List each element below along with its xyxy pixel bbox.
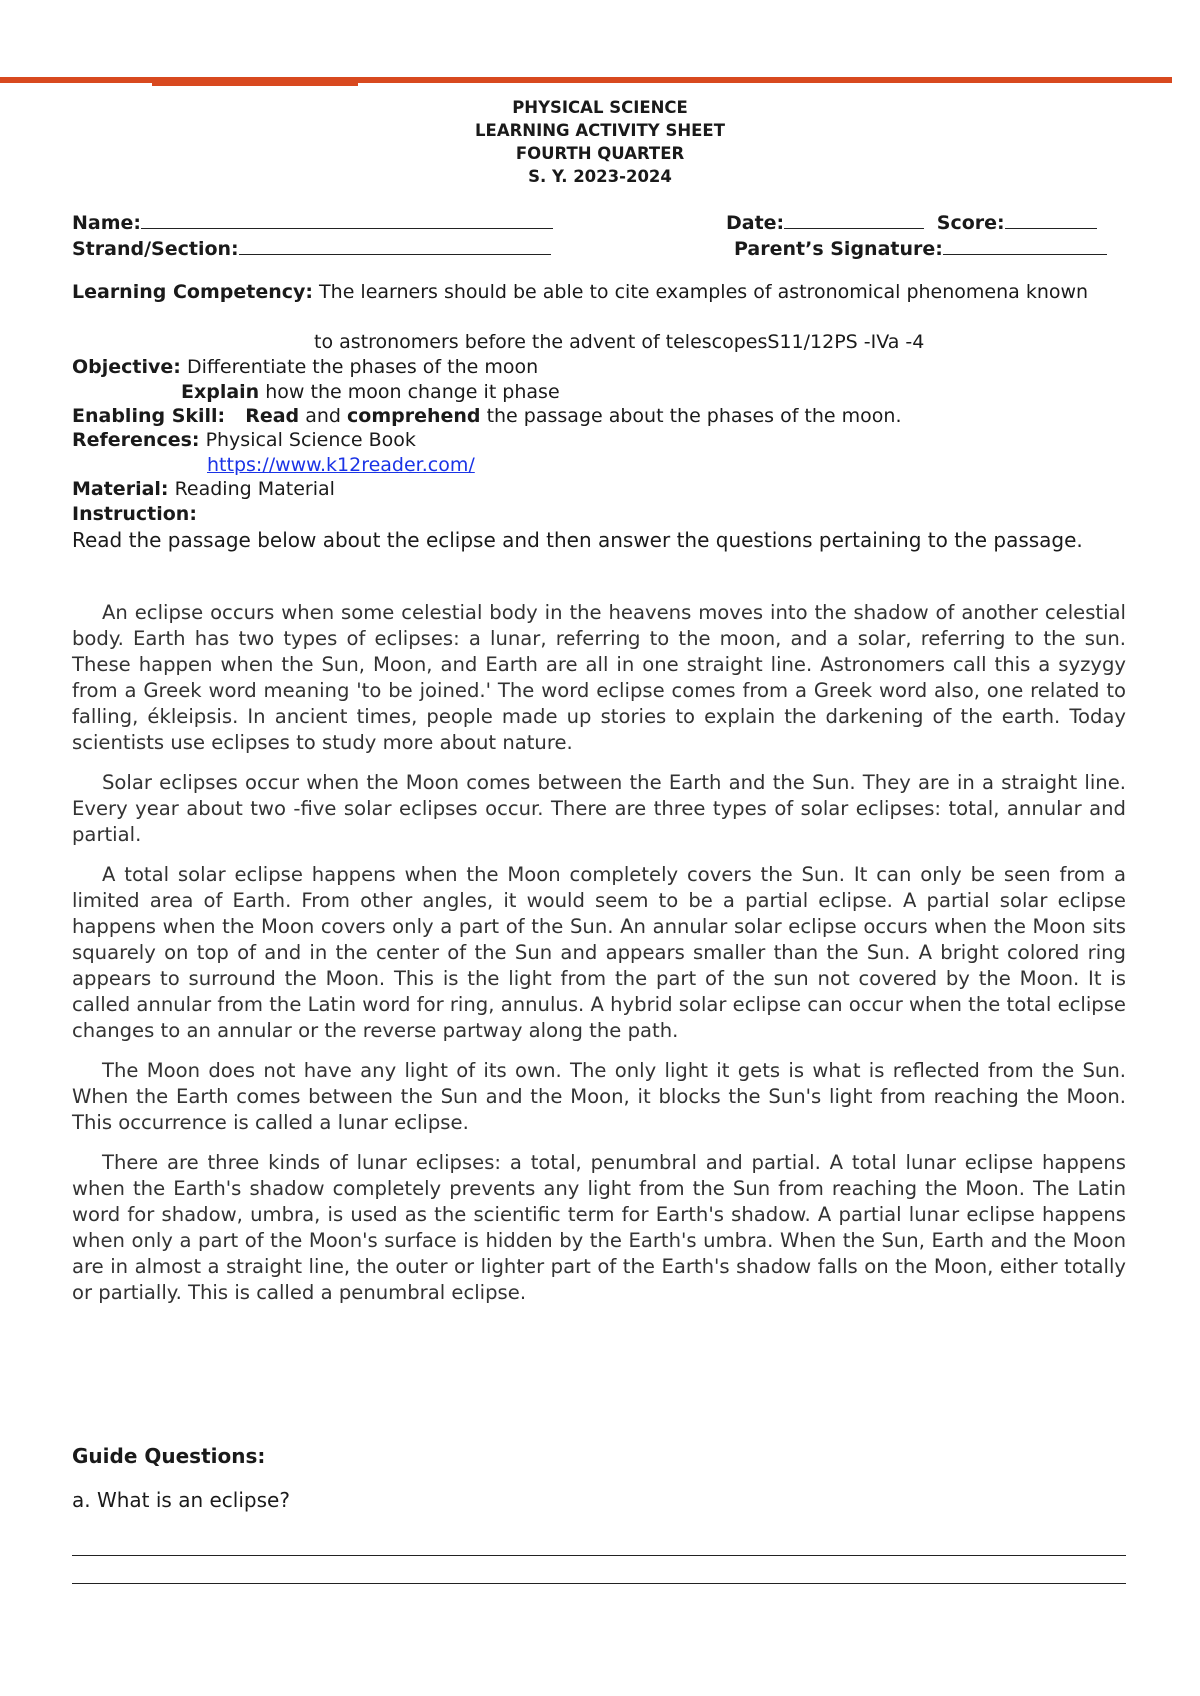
- material-text: Reading Material: [174, 478, 335, 500]
- passage-paragraph: There are three kinds of lunar eclipses: a total, penumbral and partial. A total lunar eclipse happens when the Earth's shadow completely prevents any light from the Sun from reaching the Moon. The Latin word for shadow, umbra, is used as the scientific term for Earth's shadow. A partial lunar eclipse happens when only a part of the Moon's surface is hidden by the Earth's umbra. When the Sun, Earth and the Moon are in almost a straight line, the outer or lighter part of the Earth's shadow falls on the Moon, either totally or partially. This is called a penumbral eclipse.: [72, 1151, 1126, 1304]
- date-label: Date:: [726, 212, 785, 234]
- instruction-text: Read the passage below about the eclipse and then answer the questions pertaining to the passage.: [72, 528, 1083, 552]
- enabling-read: Read: [245, 405, 300, 427]
- sheet-title: LEARNING ACTIVITY SHEET: [475, 121, 725, 140]
- enabling-label: Enabling Skill:: [72, 405, 226, 427]
- strand-line[interactable]: [239, 253, 551, 255]
- name-label: Name:: [72, 212, 142, 234]
- strand-label: Strand/Section:: [72, 238, 239, 260]
- enabling-and: and: [305, 405, 341, 427]
- document-header: [0, 96, 1200, 188]
- answer-line[interactable]: [72, 1583, 1126, 1584]
- passage-paragraph: An eclipse occurs when some celestial body in the heavens moves into the shadow of another celestial body. Earth has two types of eclipses: a lunar, referring to the moon, and a solar, referring to the sun. These happen when the Sun, Moon, and Earth are all in one straight line. Astronomers call this a syzygy from a Greek word meaning 'to be joined.' The word eclipse comes from a Greek word also, one related to falling, ékleipsis. In ancient times, people made up stories to explain the darkening of the earth. Today scientists use eclipses to study more about nature.: [72, 601, 1126, 754]
- date-line[interactable]: [784, 227, 924, 229]
- objective-text: Differentiate the phases of the moon: [186, 356, 539, 378]
- quarter-title: FOURTH QUARTER: [515, 144, 685, 163]
- objective-label: Objective:: [72, 356, 181, 378]
- explain-bold: Explain: [181, 381, 260, 403]
- explain-text: how the moon change it phase: [265, 381, 560, 403]
- parent-signature-line[interactable]: [943, 253, 1107, 255]
- passage-paragraph: The Moon does not have any light of its own. The only light it gets is what is reflected from the Sun. When the Earth comes between the Sun and the Moon, it blocks the Sun's light from reaching the Moon. This occurrence is called a lunar eclipse.: [72, 1059, 1126, 1134]
- date-field: [726, 212, 1097, 234]
- score-line[interactable]: [1005, 227, 1097, 229]
- enabling-comprehend: comprehend: [347, 405, 481, 427]
- passage-paragraph: A total solar eclipse happens when the Moon completely covers the Sun. It can only be seen from a limited area of Earth. From other angles, it would seem to be a partial eclipse. A partial solar eclipse happens when the Moon covers only a part of the Sun. An annular solar eclipse occurs when the Moon sits squarely on top of and in the center of the Sun and appears smaller than the Sun. A bright colored ring appears to surround the Moon. This is the light from the part of the sun not covered by the Moon. It is called annular from the Latin word for ring, annulus. A hybrid solar eclipse can occur when the total eclipse changes to an annular or the reverse partway along the path.: [72, 863, 1126, 1042]
- competency-text: The learners should be able to cite examples of astronomical phenomena known: [319, 281, 1089, 303]
- references-text: Physical Science Book: [205, 429, 416, 451]
- references-label: References:: [72, 429, 200, 451]
- score-label: Score:: [936, 212, 1005, 234]
- references: [72, 428, 1132, 453]
- material: [72, 477, 1132, 502]
- objective: [72, 355, 1132, 380]
- competency-label: Learning Competency:: [72, 281, 313, 303]
- material-label: Material:: [72, 478, 169, 500]
- header-rule-accent: [152, 83, 358, 86]
- name-line[interactable]: [141, 227, 553, 229]
- parent-signature-label: Parent’s Signature:: [734, 238, 943, 260]
- school-year: S. Y. 2023-2024: [528, 167, 672, 186]
- enabling-rest: the passage about the phases of the moon.: [486, 405, 902, 427]
- question-a: a. What is an eclipse?: [72, 1488, 290, 1512]
- strand-field: [72, 238, 551, 260]
- reading-passage: [72, 600, 1126, 1320]
- enabling-skill: [72, 404, 1132, 429]
- guide-questions-title: Guide Questions:: [72, 1444, 266, 1468]
- name-field: [72, 212, 553, 234]
- references-link-row: [207, 453, 807, 478]
- parent-signature-field: [734, 238, 1107, 260]
- instruction-label: Instruction:: [72, 503, 197, 525]
- subject-title: PHYSICAL SCIENCE: [512, 98, 688, 117]
- objective-explain: [181, 380, 1081, 405]
- instruction-label-row: [72, 502, 1132, 527]
- answer-line[interactable]: [72, 1555, 1126, 1556]
- competency-continued: to astronomers before the advent of telescopesS11/12PS -IVa -4: [314, 331, 925, 353]
- learning-competency: [72, 280, 1132, 305]
- reference-link[interactable]: https://www.k12reader.com/: [207, 454, 475, 476]
- passage-paragraph: Solar eclipses occur when the Moon comes between the Earth and the Sun. They are in a straight line. Every year about two -five solar eclipses occur. There are three types of solar eclipses: total, annular and partial.: [72, 771, 1126, 846]
